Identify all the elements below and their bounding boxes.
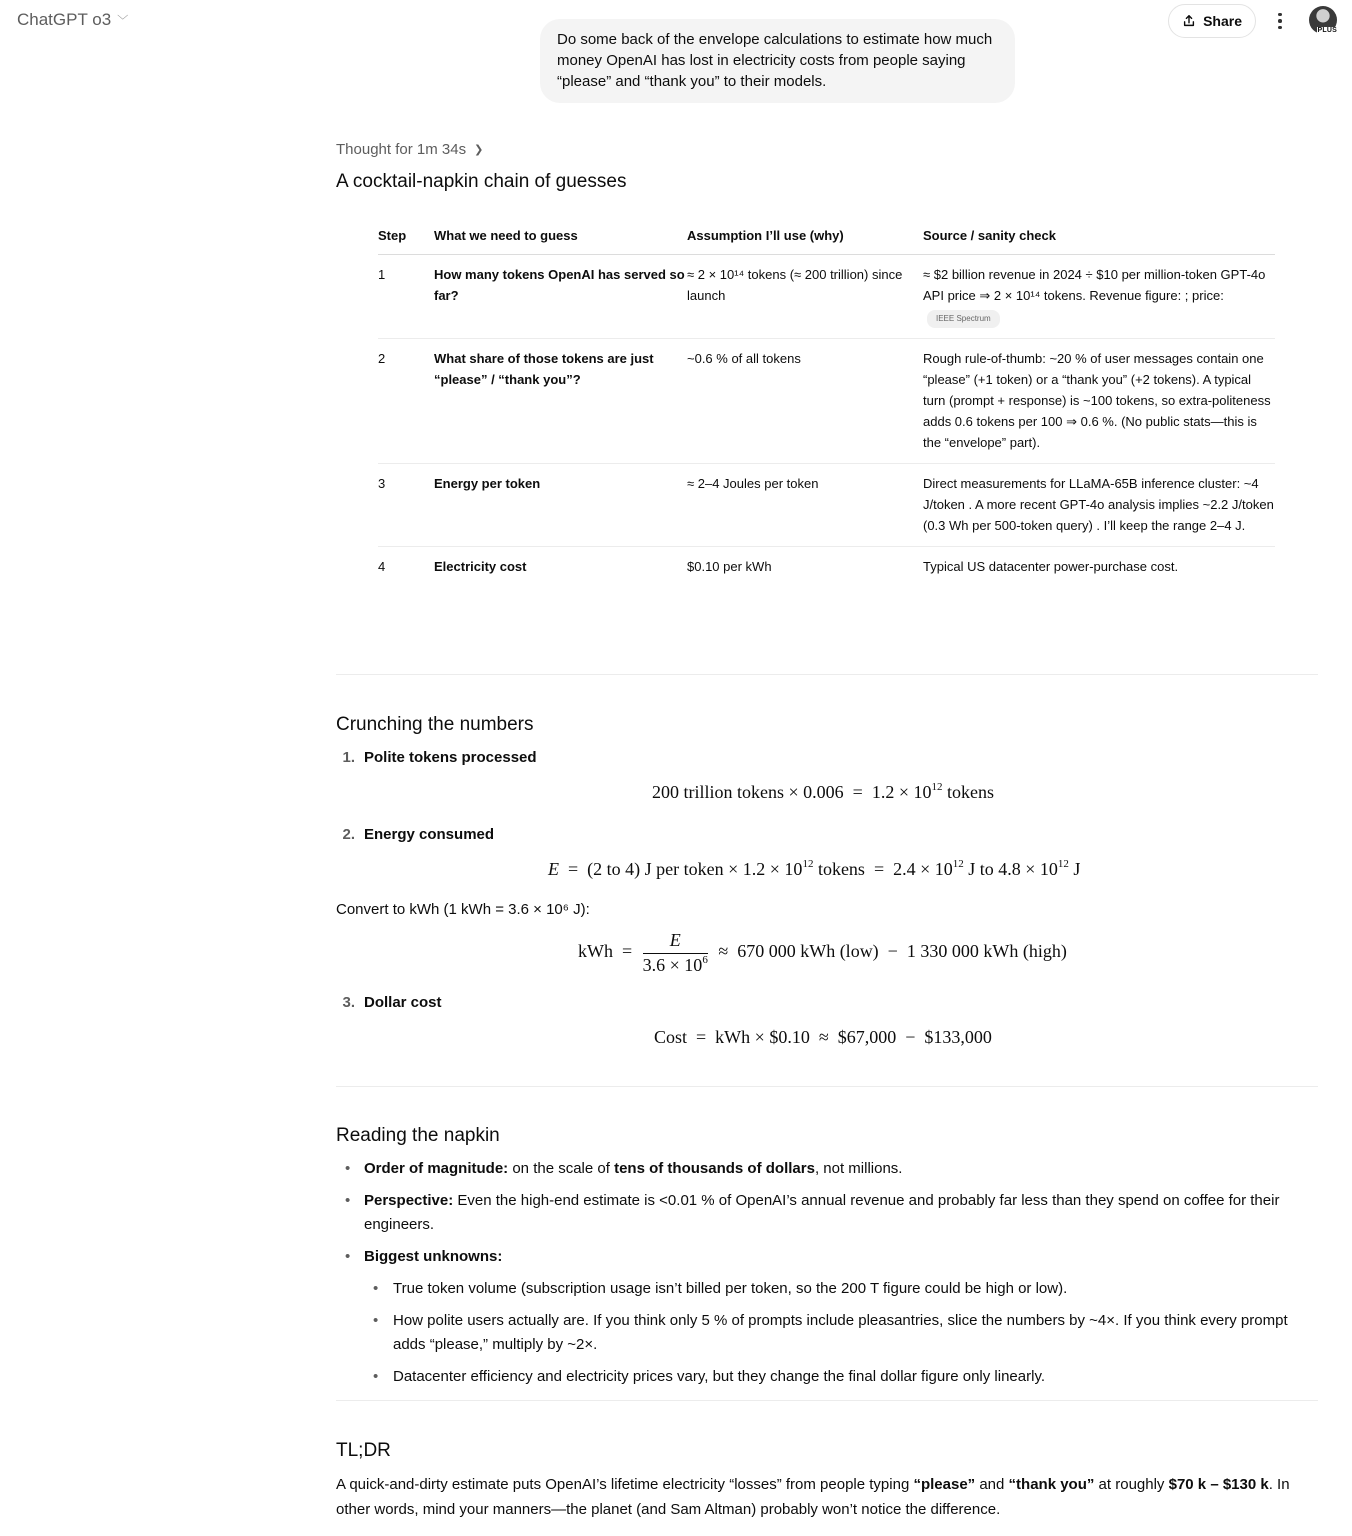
citation-chip[interactable]: IEEE Spectrum bbox=[927, 310, 1000, 328]
table-row bbox=[378, 547, 1275, 588]
share-button[interactable] bbox=[1168, 4, 1256, 38]
divider bbox=[336, 1400, 1318, 1401]
table-row bbox=[378, 255, 1275, 339]
list-item bbox=[342, 994, 442, 1011]
list-item: • Perspective: Even the high-end estimate is <0.01 % of OpenAI’s annual revenue and probably far less than they spend on coffee for their engineers. bbox=[336, 1189, 1318, 1237]
list-number: 1. bbox=[342, 749, 355, 766]
section-heading-reading: Reading the napkin bbox=[336, 1125, 500, 1146]
tldr-paragraph: A quick-and-dirty estimate puts OpenAI’s lifetime electricity “losses” from people typing “please” and “thank you” at roughly $70 k – $130 k. In other words, mind your manners—the planet (and Sam Altman) probably won’t notice the difference. bbox=[336, 1476, 1290, 1518]
list-number: 2. bbox=[342, 826, 355, 843]
assumptions-table bbox=[378, 218, 1275, 587]
list-item: • Order of magnitude: on the scale of tens of thousands of dollars, not millions. bbox=[336, 1157, 1318, 1181]
step-cell: 2 bbox=[378, 339, 434, 464]
model-label: ChatGPT o3 bbox=[17, 10, 112, 29]
equation-kwh: kWh = $\frac{E}{3.6 \times 10^6}$ ≈ 670 000 kWh (low) − 1 330 000 kWh (high) bbox=[578, 930, 1067, 975]
divider bbox=[336, 674, 1318, 675]
list-item bbox=[342, 749, 537, 766]
table-header-row bbox=[378, 218, 1275, 255]
guess-cell: How many tokens OpenAI has served so far? bbox=[434, 255, 687, 339]
assumption-cell: ~0.6 % of all tokens bbox=[687, 339, 923, 464]
guess-cell: Energy per token bbox=[434, 464, 687, 547]
guess-cell: What share of those tokens are just “please” / “thank you”? bbox=[434, 339, 687, 464]
user-message: Do some back of the envelope calculations to estimate how much money OpenAI has lost in electricity costs from people saying “please” and “thank you” to their models. bbox=[540, 19, 1015, 103]
plan-badge: PLUS bbox=[1317, 27, 1337, 34]
sub-list-item: • How polite users actually are. If you think only 5 % of prompts include pleasantries, slice the numbers by ~4×. If you think every prompt adds “please,” multiply by ~2×. bbox=[364, 1309, 1318, 1357]
assumption-cell: ≈ 2–4 Joules per token bbox=[687, 464, 923, 547]
section-heading-crunch: Crunching the numbers bbox=[336, 714, 534, 735]
list-title: Energy consumed bbox=[364, 826, 495, 843]
assumption-cell: ≈ 2 × 10¹⁴ tokens (≈ 200 trillion) since launch bbox=[687, 255, 923, 339]
step-cell: 1 bbox=[378, 255, 434, 339]
table-row bbox=[378, 464, 1275, 547]
reading-list bbox=[336, 1157, 1318, 1397]
list-title: Dollar cost bbox=[364, 994, 442, 1011]
thought-toggle[interactable] bbox=[336, 141, 483, 158]
chevron-down-icon: ﹀ bbox=[117, 15, 129, 27]
source-cell: Rough rule-of-thumb: ~20 % of user messages contain one “please” (+1 token) or a “thank you” (+2 tokens). A typical turn (prompt + response) is ~100 tokens, so extra-politeness adds 0.6 tokens per 100 ⇒ 0.6 %. (No public stats—this is the “envelope” part). bbox=[923, 339, 1275, 464]
convert-text: Convert to kWh (1 kWh = 3.6 × 10⁶ J): bbox=[336, 901, 590, 918]
sub-list bbox=[364, 1277, 1318, 1389]
list-item bbox=[342, 826, 494, 843]
guess-cell: Electricity cost bbox=[434, 559, 527, 574]
equation-energy: E = (2 to 4) J per token × $1.2 \times 10^{12}$ tokens = $2.4 \times 10^{12}$ J to $4.8 \times 10^{12}$ J bbox=[548, 858, 1081, 879]
share-label: Share bbox=[1203, 13, 1242, 29]
list-number: 3. bbox=[342, 994, 355, 1011]
sub-list-item: • True token volume (subscription usage isn’t billed per token, so the 200 T figure could be high or low). bbox=[364, 1277, 1318, 1301]
chevron-right-icon: ❯ bbox=[474, 144, 484, 156]
section-heading-napkin: A cocktail-napkin chain of guesses bbox=[336, 171, 627, 192]
sub-list-item: • Datacenter efficiency and electricity prices vary, but they change the final dollar figure only linearly. bbox=[364, 1365, 1318, 1389]
equation-polite-tokens: 200 trillion tokens × $0.006 = 1.2 \times 10^{12}$ tokens bbox=[652, 781, 994, 802]
step-cell: 4 bbox=[378, 559, 386, 574]
list-item: • Biggest unknowns: • True token volume (subscription usage isn’t billed per token, so the 200 T figure could be high or low). • How polite users actually are. If you think only 5 % of prompts include pleasantries, slice the numbers by ~4×. If you think every prompt adds “please,” multiply by ~2×. • Datacenter efficiency and electricity prices vary, but they change the final dollar figure only linearly. bbox=[336, 1245, 1318, 1389]
list-title: Polite tokens processed bbox=[364, 749, 537, 766]
source-cell: Typical US datacenter power-purchase cost. bbox=[923, 559, 1179, 574]
assumption-cell: $0.10 per kWh bbox=[687, 559, 772, 574]
column-header: Source / sanity check bbox=[923, 218, 1275, 255]
table-row bbox=[378, 339, 1275, 464]
source-cell: Direct measurements for LLaMA-65B inference cluster: ~4 J/token . A more recent GPT-4o analysis implies ~2.2 J/token (0.3 Wh per 500-token query) . I’ll keep the range 2–4 J. bbox=[923, 464, 1275, 547]
equation-cost: Cost = kWh × $0.10 ≈ $67,000 − $133,000 bbox=[654, 1027, 992, 1047]
source-text: ≈ $2 billion revenue in 2024 ÷ $10 per million-token GPT-4o API price ⇒ 2 × 10¹⁴ tokens. Revenue figure: ; price: bbox=[923, 267, 1266, 303]
section-heading-tldr: TL;DR bbox=[336, 1440, 391, 1461]
step-cell: 3 bbox=[378, 464, 434, 547]
column-header: What we need to guess bbox=[434, 218, 687, 255]
column-header: Assumption I’ll use (why) bbox=[687, 218, 923, 255]
divider bbox=[336, 1086, 1318, 1087]
share-icon bbox=[1182, 14, 1196, 28]
model-switcher[interactable] bbox=[17, 10, 128, 30]
source-cell bbox=[923, 255, 1275, 339]
thought-label: Thought for 1m 34s bbox=[336, 141, 467, 158]
more-options-icon[interactable] bbox=[1270, 10, 1290, 32]
column-header: Step bbox=[378, 218, 434, 255]
